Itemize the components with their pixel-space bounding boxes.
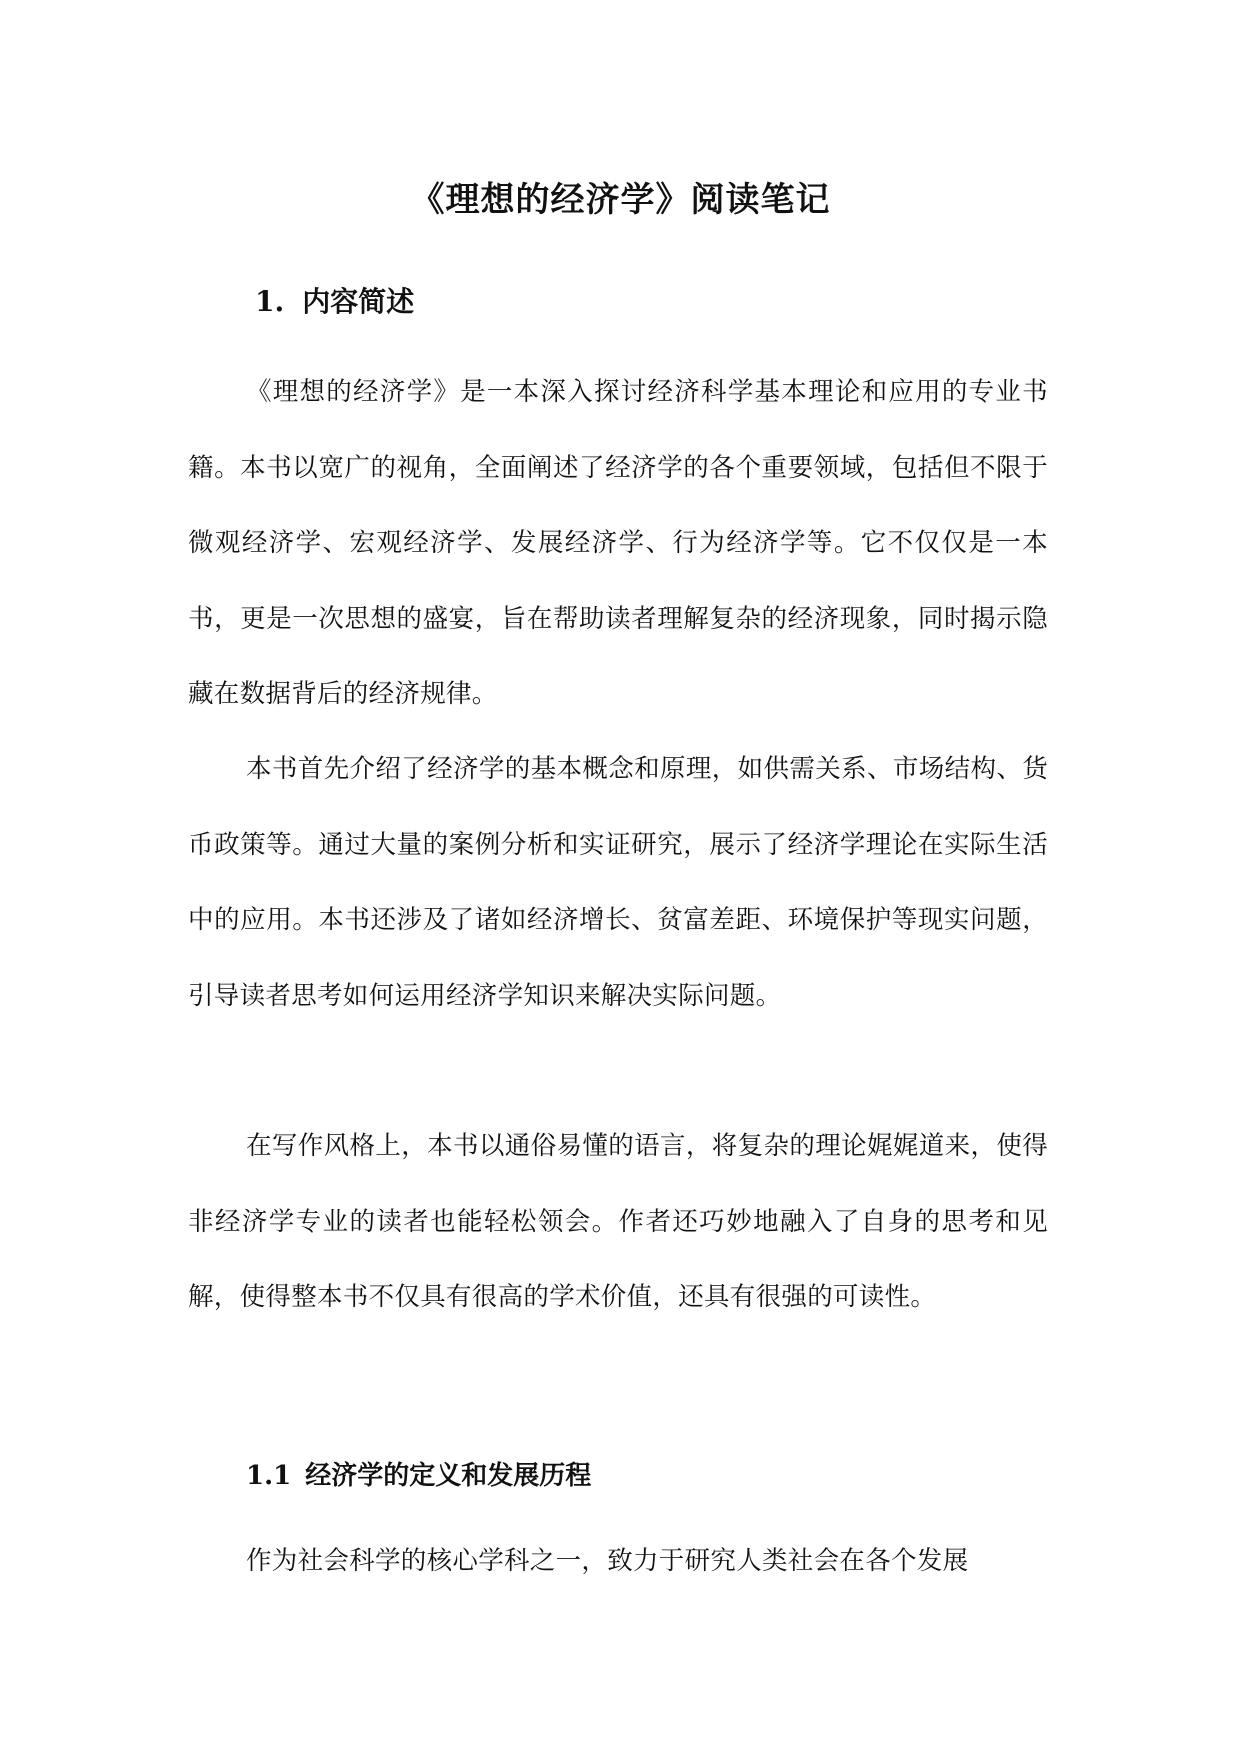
subsection-title: 经济学的定义和发展历程 (305, 1461, 592, 1491)
section-heading-1 (255, 280, 414, 324)
section-heading-1-1 (246, 1454, 591, 1498)
section-title: 内容简述 (302, 285, 415, 318)
paragraph-intro: 《理想的经济学》是一本深入探讨经济科学基本理论和应用的专业书籍。本书以宽广的视角，全面阐述了经济学的各个重要领域，包括但不限于微观经济学、宏观经济学、发展经济学、行为经济学等。它不仅仅是一本书，更是一次思想的盛宴，旨在帮助读者理解复杂的经济现象，同时揭示隐藏在数据背后的经济规律。 (188, 377, 1048, 709)
paragraph-concepts: 本书首先介绍了经济学的基本概念和原理，如供需关系、市场结构、货币政策等。通过大量的案例分析和实证研究，展示了经济学理论在实际生活中的应用。本书还涉及了诸如经济增长、贫富差距、环境保护等现实问题，引导读者思考如何运用经济学知识来解决实际问题。 (188, 754, 1048, 1011)
subsection-number: 1.1 (246, 1461, 292, 1491)
paragraph-style: 在写作风格上，本书以通俗易懂的语言，将复杂的理论娓娓道来，使得非经济学专业的读者也能轻松领会。作者还巧妙地融入了自身的思考和见解，使得整本书不仅具有很高的学术价值，还具有很强的可读性。 (188, 1131, 1048, 1312)
paragraph-definition: 作为社会科学的核心学科之一，致力于研究人类社会在各个发展 (246, 1546, 969, 1576)
document-title: 《理想的经济学》阅读笔记 (410, 179, 831, 220)
section-number: 1. (255, 285, 285, 318)
